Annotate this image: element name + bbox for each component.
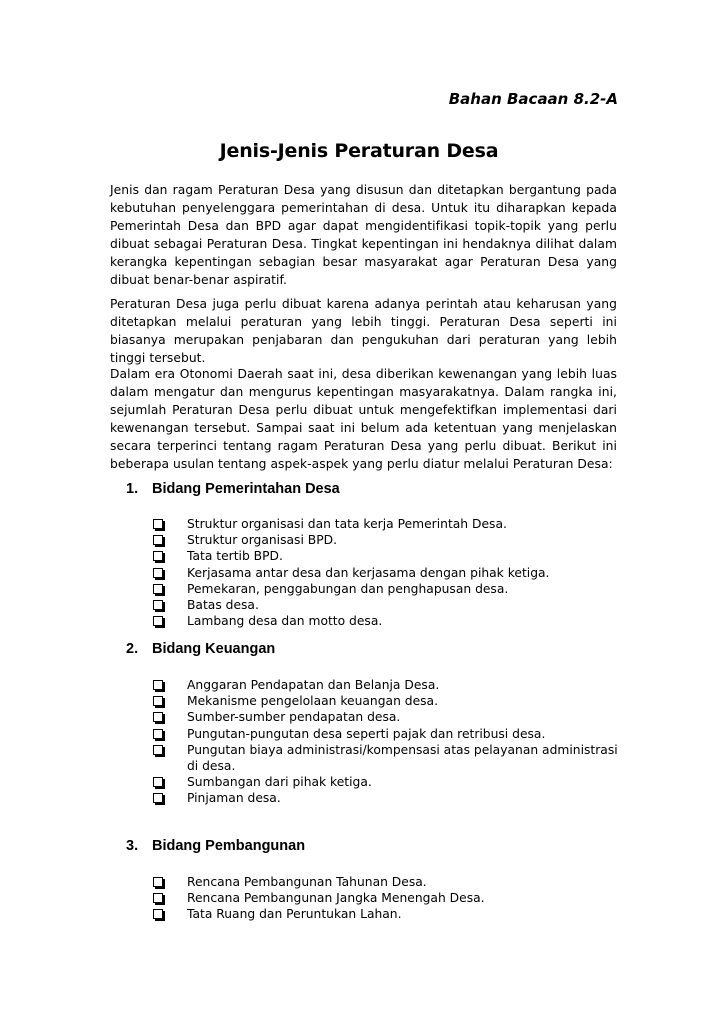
- section-number: 1.: [126, 481, 139, 497]
- list-item-text: Batas desa.: [187, 598, 259, 613]
- list-item-text: Tata tertib BPD.: [187, 549, 283, 564]
- square-bullet-icon: [153, 696, 163, 706]
- list-item-text: Pungutan biaya administrasi/kompensasi atas pelayanan administrasi di desa.: [187, 742, 618, 774]
- list-item: [152, 790, 622, 806]
- section-number: 3.: [126, 838, 139, 854]
- list-item: [152, 613, 622, 629]
- list-item: [152, 565, 622, 581]
- square-bullet-icon: [153, 551, 163, 561]
- square-bullet-icon: [153, 535, 163, 545]
- square-bullet-icon: [153, 793, 163, 803]
- list-item-text: Sumber-sumber pendapatan desa.: [187, 710, 401, 725]
- square-bullet-icon: [153, 568, 163, 578]
- list-item: [152, 742, 622, 774]
- list-item: [152, 597, 622, 613]
- paragraph: Jenis dan ragam Peraturan Desa yang disusun dan ditetapkan bergantung pada kebutuhan penyelenggara pemerintahan di desa. Untuk itu diharapkan kepada Pemerintah Desa dan BPD agar dapat mengidentifikasi topik-topik yang perlu dibuat sebagai Peraturan Desa. Tingkat kepentingan ini hendaknya dilihat dalam kerangka kepentingan sebagian besar masyarakat agar Peraturan Desa yang dibuat benar-benar aspiratif.: [110, 183, 617, 287]
- list-item-text: Lambang desa dan motto desa.: [187, 614, 383, 629]
- list-item-text: Pemekaran, penggabungan dan penghapusan desa.: [187, 581, 509, 596]
- list-item: [152, 581, 622, 597]
- list-item: [152, 874, 622, 890]
- list-item: [152, 548, 622, 564]
- list-item-text: Kerjasama antar desa dan kerjasama dengan pihak ketiga.: [187, 565, 550, 580]
- list-item: [152, 709, 622, 725]
- list-item: [152, 726, 622, 742]
- section-heading: [126, 641, 275, 657]
- list-item-text: Sumbangan dari pihak ketiga.: [187, 775, 372, 790]
- section-title: Bidang Keuangan: [152, 641, 276, 657]
- square-bullet-icon: [153, 712, 163, 722]
- list-item-text: Mekanisme pengelolaan keuangan desa.: [187, 694, 438, 709]
- list-item-text: Pungutan-pungutan desa seperti pajak dan retribusi desa.: [187, 726, 546, 741]
- section-title: Bidang Pemerintahan Desa: [152, 481, 340, 497]
- square-bullet-icon: [153, 616, 163, 626]
- square-bullet-icon: [153, 584, 163, 594]
- list-item-text: Struktur organisasi BPD.: [187, 533, 337, 548]
- list-item-text: Pinjaman desa.: [187, 791, 281, 806]
- square-bullet-icon: [153, 777, 163, 787]
- list-item: [152, 677, 622, 693]
- square-bullet-icon: [153, 519, 163, 529]
- square-bullet-icon: [153, 893, 163, 903]
- section-heading: [126, 838, 305, 854]
- square-bullet-icon: [153, 729, 163, 739]
- square-bullet-icon: [153, 745, 163, 755]
- list-item: [152, 693, 622, 709]
- bullet-list: [152, 874, 622, 923]
- square-bullet-icon: [153, 909, 163, 919]
- list-item-text: Tata Ruang dan Peruntukan Lahan.: [187, 907, 402, 922]
- list-item: [152, 890, 622, 906]
- section-heading: [126, 481, 340, 497]
- list-item: [152, 774, 622, 790]
- list-item-text: Anggaran Pendapatan dan Belanja Desa.: [187, 678, 440, 692]
- list-item: [152, 906, 622, 922]
- section-title: Bidang Pembangunan: [152, 838, 306, 854]
- paragraph: Peraturan Desa juga perlu dibuat karena adanya perintah atau keharusan yang ditetapkan melalui peraturan yang lebih tinggi. Peraturan Desa seperti ini biasanya merupakan penjabaran dan pengukuhan dari peraturan yang lebih tinggi tersebut.: [110, 297, 617, 365]
- reading-material-ref: Bahan Bacaan 8.2-A: [448, 90, 618, 108]
- square-bullet-icon: [153, 680, 163, 690]
- list-item-text: Rencana Pembangunan Tahunan Desa.: [187, 875, 427, 889]
- square-bullet-icon: [153, 877, 163, 887]
- list-item-text: Struktur organisasi dan tata kerja Pemerintah Desa.: [187, 517, 507, 531]
- paragraph: Dalam era Otonomi Daerah saat ini, desa diberikan kewenangan yang lebih luas dalam mengatur dan mengurus kepentingan masyarakatnya. Dalam rangka ini, sejumlah Peraturan Desa perlu dibuat untuk mengefektifkan implementasi dari kewenangan tersebut. Sampai saat ini belum ada ketentuan yang menjelaskan secara terperinci tentang ragam Peraturan Desa yang perlu dibuat. Berikut ini beberapa usulan tentang aspek-aspek yang perlu diatur melalui Peraturan Desa:: [110, 367, 617, 471]
- square-bullet-icon: [153, 600, 163, 610]
- section-number: 2.: [126, 641, 139, 657]
- list-item: [152, 532, 622, 548]
- bullet-list: [152, 516, 622, 629]
- page-title: Jenis-Jenis Peraturan Desa: [219, 140, 499, 162]
- list-item-text: Rencana Pembangunan Jangka Menengah Desa.: [187, 891, 485, 906]
- bullet-list: [152, 677, 622, 807]
- list-item: [152, 516, 622, 532]
